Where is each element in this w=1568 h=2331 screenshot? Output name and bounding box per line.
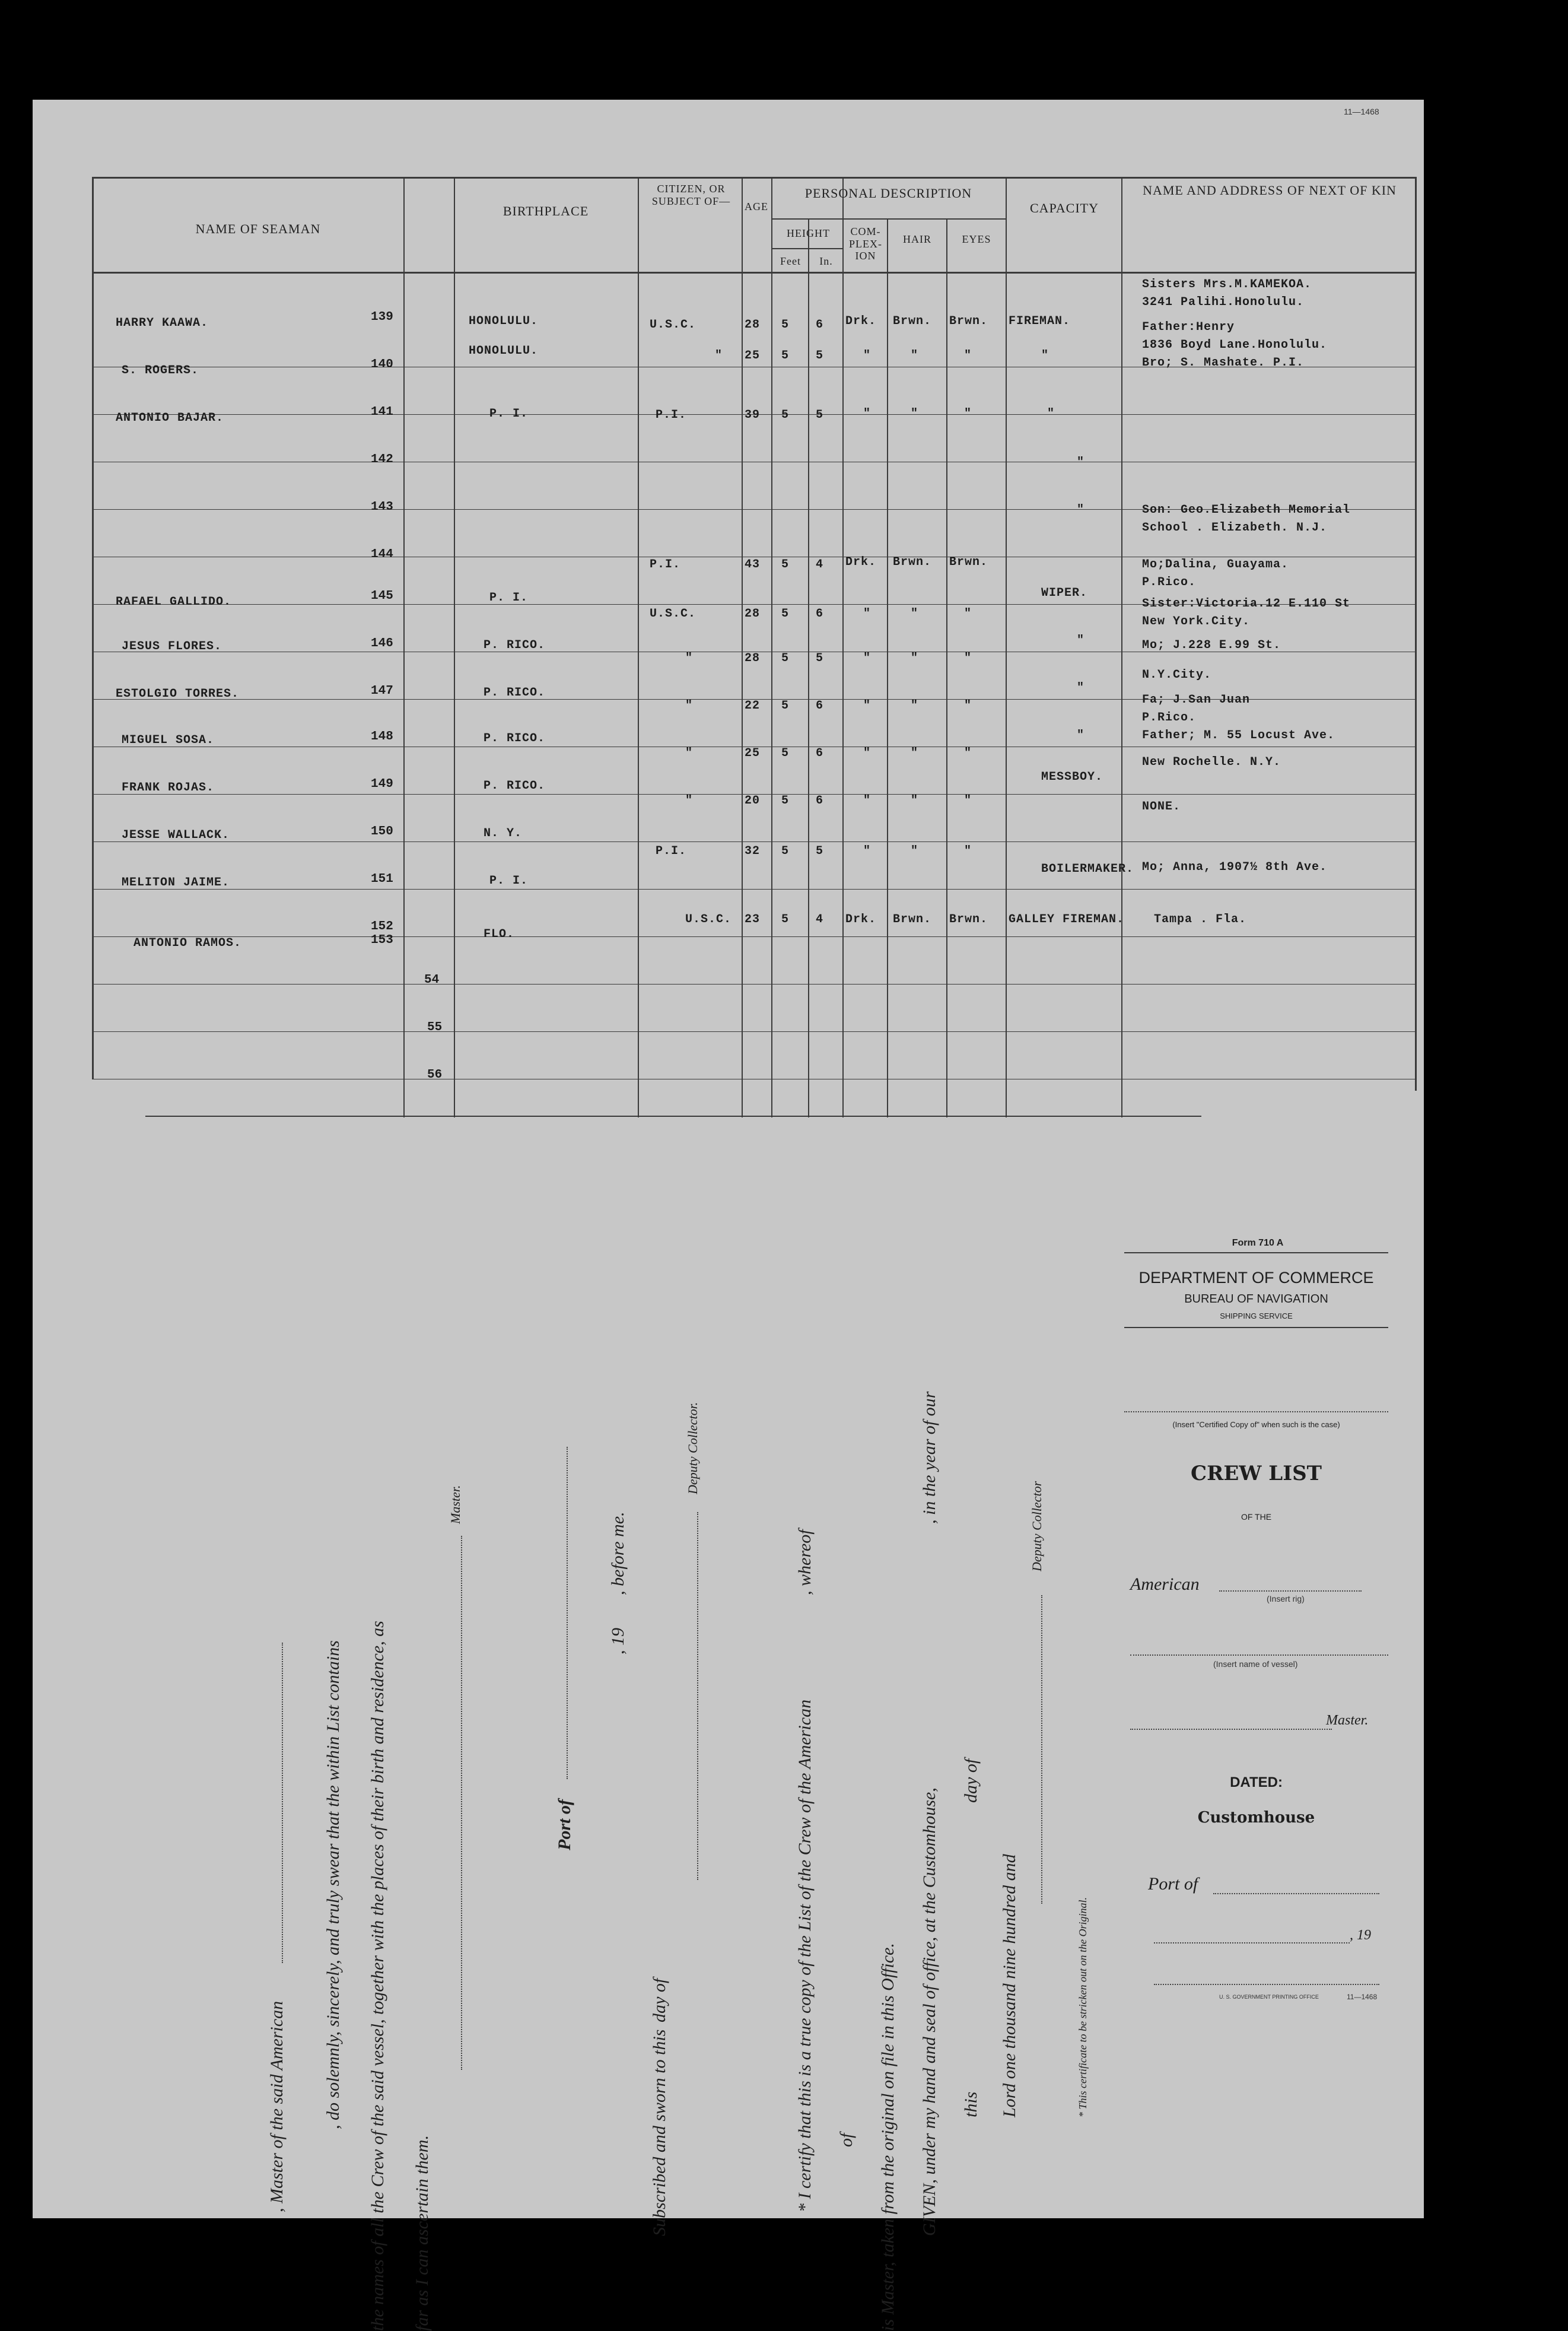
eyes: " [964,407,972,421]
age: 20 [745,794,761,808]
seaman-name: JESUS FLORES. [122,640,222,653]
bureau-title: BUREAU OF NAVIGATION [1184,1292,1328,1306]
citizen: P.I. [650,558,681,571]
this-label: this [961,2091,981,2117]
crew-list-page [33,100,1424,2331]
header-inches: In. [819,255,833,267]
feet: 5 [781,607,790,621]
next-of-kin-address: 3241 Palihi.Honolulu. [1142,296,1305,309]
capacity: GALLEY FIREMAN. [1009,913,1125,926]
inches: 4 [816,913,824,926]
capacity: " [1041,349,1049,363]
birthplace: P. RICO. [484,779,546,793]
complexion: " [863,747,872,760]
seaman-number: 148 [371,730,393,744]
next-of-kin: Father:Henry [1142,320,1235,334]
complexion: Drk. [845,555,877,569]
capacity: WIPER. [1041,586,1088,600]
next-of-kin: Father; M. 55 Locust Ave. [1142,729,1335,742]
before-me-label: , before me. [608,1511,628,1595]
next-of-kin-address: N.Y.City. [1142,668,1212,682]
citizen: P.I. [656,408,687,422]
header-bottom-rule [92,272,1415,274]
citizen: U.S.C. [650,607,696,621]
next-of-kin: NONE. [1142,800,1181,814]
inches: 6 [816,747,824,760]
seaman-name: ESTOLGIO TORRES. [116,687,240,701]
form-number: Form 710 A [1232,1238,1284,1248]
feet: 5 [781,349,790,363]
feet: 5 [781,408,790,422]
eyes: " [964,699,972,713]
seaman-number: 139 [371,310,393,324]
seaman-number: 55 [427,1021,443,1034]
feet: 5 [781,747,790,760]
table-bottom-rule [145,1116,1201,1117]
age: 25 [745,349,761,363]
next-of-kin: Bro; S. Mashate. P.I. [1142,356,1305,370]
hair: " [911,699,919,713]
header-capacity: CAPACITY [1030,201,1099,215]
citizen: " [715,349,723,363]
oath-line-3: the names of all the Crew of the said vessel, together with the places of their birth and residence, as [368,1621,387,2331]
certified-copy-note: (Insert "Certified Copy of" when such is the case) [1172,1420,1340,1429]
header-height: HEIGHT [787,227,830,239]
complexion: Drk. [845,913,877,926]
citizen: " [685,652,694,665]
certify-line-3: is Master, taken from the original on file in this Office. [878,1943,898,2331]
next-of-kin: Sisters Mrs.M.KAMEKOA. [1142,278,1312,291]
table-top-rule [92,177,1415,179]
printer-mark: U. S. GOVERNMENT PRINTING OFFICE [1219,1994,1319,2000]
complexion: " [863,844,872,858]
citizen: P.I. [656,844,687,858]
next-of-kin: Sister:Victoria.12 E.110 St [1142,597,1351,611]
of-the-label: OF THE [1241,1512,1272,1522]
subscribed-label: Subscribed and sworn to this [650,2029,669,2236]
inches: 4 [816,558,824,571]
eyes: Brwn. [949,555,988,569]
feet: 5 [781,794,790,808]
header-personal-description: PERSONAL DESCRIPTION [804,186,972,201]
header-feet: Feet [780,255,801,267]
hair: " [911,349,919,363]
complexion: " [863,407,872,421]
inches: 6 [816,607,824,621]
deputy-collector-label: Deputy Collector. [685,1402,700,1494]
next-of-kin: Mo; J.228 E.99 St. [1142,639,1281,652]
dated-label: DATED: [1230,1774,1283,1790]
seaman-number: 149 [371,777,393,791]
certify-whereof: , whereof [795,1529,815,1595]
seaman-number: 146 [371,637,393,650]
birthplace: HONOLULU. [469,344,539,358]
corner-form-code: 11—1468 [1344,107,1379,116]
hair: " [911,607,919,621]
seaman-name: ANTONIO BAJAR. [116,411,224,425]
inches: 5 [816,844,824,858]
capacity: MESSBOY. [1041,770,1103,784]
header-complexion: COM-PLEX-ION [849,226,882,262]
seaman-name: JESSE WALLACK. [122,828,230,842]
hair: Brwn. [893,315,932,328]
capacity: BOILERMAKER. [1041,862,1134,876]
hair: " [911,652,919,665]
seaman-number: 54 [424,973,440,987]
eyes: " [964,607,972,621]
eyes: Brwn. [949,315,988,328]
seaman-number: 140 [371,358,393,371]
citizen: U.S.C. [685,913,732,926]
seaman-number: 147 [371,684,393,698]
certificate-footnote: * This certificate to be stricken out on the Original. [1077,1897,1089,2117]
capacity: " [1077,729,1085,742]
feet: 5 [781,558,790,571]
birthplace: P. I. [489,407,529,421]
next-of-kin: Tampa . Fla. [1154,913,1247,926]
next-of-kin: Fa; J.San Juan [1142,693,1251,707]
complexion: " [863,652,872,665]
next-of-kin-address: New York.City. [1142,615,1251,628]
master-label: Master. [1326,1713,1369,1728]
birthplace: P. RICO. [484,686,546,700]
complexion: " [863,607,872,621]
capacity: " [1047,407,1055,421]
seaman-number: 143 [371,500,393,514]
cert-deputy-collector: Deputy Collector [1029,1481,1044,1571]
birthplace: P. I. [489,874,529,888]
customhouse-label: Customhouse [1197,1809,1315,1827]
age: 32 [745,844,761,858]
seaman-number: 152 [371,920,393,933]
capacity: " [1077,634,1085,647]
certify-of: of [837,2133,856,2147]
seaman-name: S. ROGERS. [122,364,199,377]
american-label: American [1130,1574,1200,1594]
citizen: " [685,794,694,808]
seaman-name: MIGUEL SOSA. [122,733,215,747]
birthplace: FLO. [484,928,515,941]
cover-form-code: 11—1468 [1347,1993,1378,2001]
header-age: AGE [745,201,768,212]
age: 39 [745,408,761,422]
complexion: " [863,349,872,363]
oath-line-4: far as I can ascertain them. [412,2135,432,2331]
capacity: FIREMAN. [1009,315,1071,328]
lord-line: Lord one thousand nine hundred and [1000,1854,1019,2117]
age: 28 [745,607,761,621]
eyes: " [964,652,972,665]
citizen: " [685,747,694,760]
cover-nineteen: , 19 [1350,1927,1371,1943]
seaman-number: 150 [371,825,393,839]
feet: 5 [781,699,790,713]
department-title: DEPARTMENT OF COMMERCE [1138,1269,1374,1287]
hair: " [911,844,919,858]
seaman-name: FRANK ROJAS. [122,781,215,795]
eyes: " [964,349,972,363]
inches: 6 [816,699,824,713]
oath-master-label: Master. [448,1485,463,1524]
next-of-kin-address: School . Elizabeth. N.J. [1142,521,1328,535]
hair: Brwn. [893,913,932,926]
age: 22 [745,699,761,713]
hair: " [911,794,919,808]
header-birthplace: BIRTHPLACE [502,204,589,218]
feet: 5 [781,652,790,665]
citizen: " [685,699,694,713]
seaman-number: 56 [427,1068,443,1082]
seaman-name: ANTONIO RAMOS. [133,936,242,950]
capacity: " [1077,503,1085,517]
age: 28 [745,652,761,665]
inches: 5 [816,349,824,363]
seaman-number: 153 [371,933,393,947]
complexion: Drk. [845,315,877,328]
capacity: " [1077,681,1085,695]
feet: 5 [781,913,790,926]
header-next-of-kin: NAME AND ADDRESS OF NEXT OF KIN [1143,183,1397,198]
complexion: " [863,794,872,808]
nineteen-label: , 19 [608,1628,628,1654]
crew-list-title: CREW LIST [1191,1462,1322,1485]
seaman-name: HARRY KAAWA. [116,316,209,330]
header-name-of-seaman: NAME OF SEAMAN [195,221,321,236]
birthplace: P. I. [489,591,529,605]
next-of-kin-address: 1836 Boyd Lane.Honolulu. [1142,338,1328,352]
day-of-label: day of [650,1978,669,2022]
seaman-number: 151 [371,872,393,886]
capacity: " [1077,456,1085,469]
port-of-cover: Port of [1148,1874,1198,1894]
seaman-number: 145 [371,589,393,603]
birthplace: P. RICO. [484,732,546,745]
insert-rig-label: (Insert rig) [1267,1594,1305,1603]
birthplace: HONOLULU. [469,315,539,328]
eyes: " [964,794,972,808]
birthplace: P. RICO. [484,639,546,652]
hair: " [911,407,919,421]
inches: 5 [816,652,824,665]
hair: " [911,747,919,760]
seaman-number: 144 [371,548,393,561]
inches: 6 [816,318,824,332]
citizen: U.S.C. [650,318,696,332]
next-of-kin-address: P.Rico. [1142,576,1197,589]
in-the-year-label: , in the year of our [920,1391,939,1524]
header-hair: HAIR [903,233,931,245]
header-eyes: EYES [962,233,991,245]
hair: Brwn. [893,555,932,569]
eyes: " [964,844,972,858]
next-of-kin: Mo; Anna, 1907½ 8th Ave. [1142,860,1328,874]
cert-day-of-label: day of [961,1758,981,1803]
age: 28 [745,318,761,332]
complexion: " [863,699,872,713]
header-citizen: CITIZEN, OR SUBJECT OF— [651,183,731,207]
given-line: GIVEN, under my hand and seal of office, at the Customhouse, [920,1787,939,2236]
seaman-number: 141 [371,405,393,419]
eyes: Brwn. [949,913,988,926]
feet: 5 [781,318,790,332]
inches: 6 [816,794,824,808]
port-of-label: Port of [555,1799,574,1850]
next-of-kin: Son: Geo.Elizabeth Memorial [1142,503,1351,517]
insert-vessel-label: (Insert name of vessel) [1213,1659,1298,1669]
birthplace: N. Y. [484,827,523,840]
inches: 5 [816,408,824,422]
seaman-name: RAFAEL GALLIDO. [116,595,232,609]
seaman-number: 142 [371,453,393,466]
oath-line-2: , do solemnly, sincerely, and truly swear that the within List contains [323,1640,343,2129]
feet: 5 [781,844,790,858]
next-of-kin-address: P.Rico. [1142,711,1197,725]
certify-line-1: * I certify that this is a true copy of the List of the Crew of the American [795,1699,815,2212]
oath-line-1: , Master of the said American [267,2000,287,2212]
age: 43 [745,558,761,571]
seaman-name: MELITON JAIME. [122,876,230,890]
next-of-kin: Mo;Dalina, Guayama. [1142,558,1289,571]
age: 23 [745,913,761,926]
next-of-kin-address: New Rochelle. N.Y. [1142,755,1281,769]
service-title: SHIPPING SERVICE [1220,1311,1293,1320]
age: 25 [745,747,761,760]
eyes: " [964,747,972,760]
